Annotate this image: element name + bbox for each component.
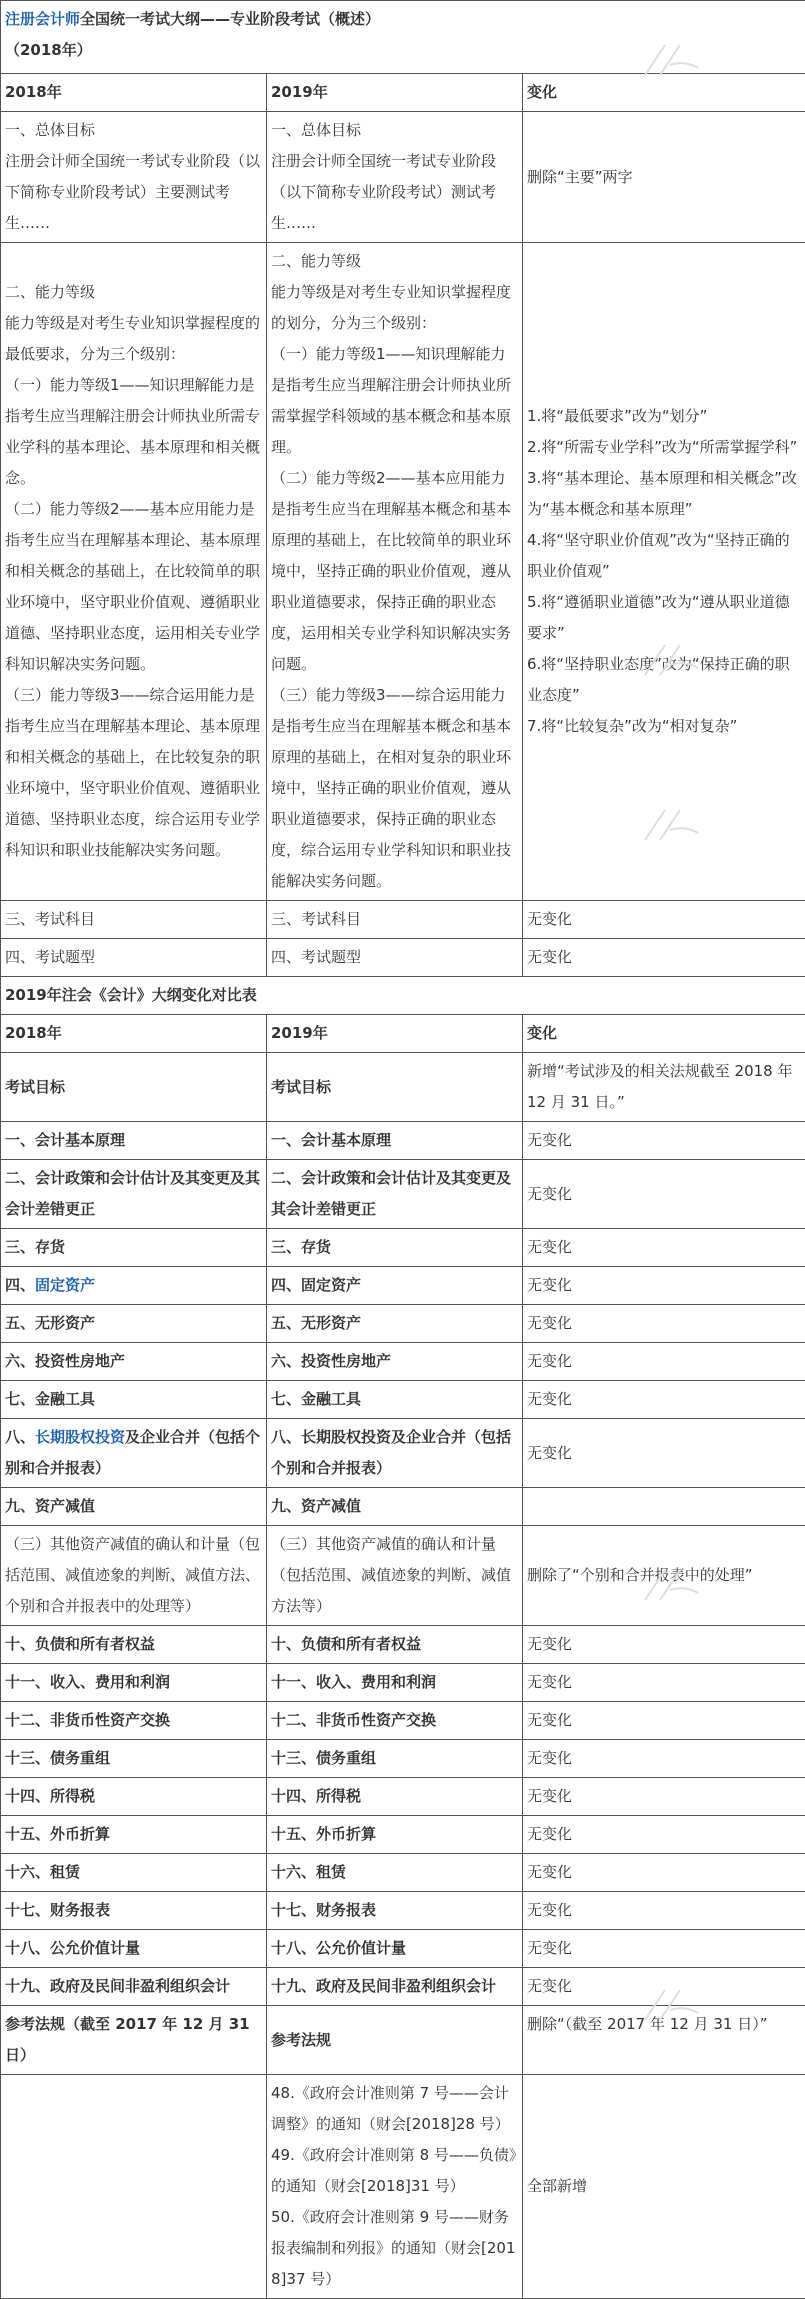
cell-change: 无变化 (523, 1343, 805, 1381)
table-row (1, 1778, 805, 1816)
table-row (1, 939, 805, 977)
table-row (1, 1381, 805, 1419)
table-row (1, 1305, 805, 1343)
cell-2018: 六、投资性房地产 (1, 1343, 267, 1381)
title-text: 全国统一考试大纲——专业阶段考试（概述） (80, 10, 380, 28)
cell-change: 无变化 (523, 1160, 805, 1229)
cell-change: 无变化 (523, 1778, 805, 1816)
title-year: （2018年） (5, 41, 92, 59)
cell-2018: 十五、外币折算 (1, 1816, 267, 1854)
cell-line: （三）能力等级3——综合运用能力是指考生应当在理解基本概念和基本原理的基础上，在相对复杂的职业环境中，坚持正确的职业价值观，遵从职业道德要求，保持正确的职业态度，综合运用专业学科知识和职业技能解决实务问题。 (271, 680, 518, 897)
cell-change: 无变化 (523, 1930, 805, 1968)
table-row (1, 1229, 805, 1267)
cell-2019: 二、会计政策和会计估计及其变更及其会计差错更正 (267, 1160, 523, 1229)
cell-2018 (1, 1419, 267, 1488)
cell-line: （二）能力等级2——基本应用能力是指考生应当在理解基本概念和基本原理的基础上，在比较简单的职业环境中，坚持正确的职业价值观，遵从职业道德要求，保持正确的职业态度，运用相关专业学科知识解决实务问题。 (271, 463, 518, 680)
table-row (1, 1930, 805, 1968)
cell-2019: 十一、收入、费用和利润 (267, 1664, 523, 1702)
section-title: 2019年注会《会计》大纲变化对比表 (1, 977, 805, 1015)
cell-2019: （三）其他资产减值的确认和计量（包括范围、减值迹象的判断、减值方法等） (267, 1526, 523, 1626)
cell-prefix: 四、 (5, 1276, 35, 1294)
column-header: 2018年 (1, 1015, 267, 1053)
cell-prefix: 八、 (5, 1428, 35, 1446)
cell-2018: 十一、收入、费用和利润 (1, 1664, 267, 1702)
cell-2019: 十八、公允价值计量 (267, 1930, 523, 1968)
cell-change: 无变化 (523, 1664, 805, 1702)
cell-2018: 十六、租赁 (1, 1854, 267, 1892)
cell-line: 删除“主要”两字 (527, 162, 801, 193)
table-row (1, 1419, 805, 1488)
table-row (1, 1626, 805, 1664)
table-row (1, 1267, 805, 1305)
cell-2018: 三、考试科目 (1, 901, 267, 939)
table-row (1, 1968, 805, 2006)
cell-2019: 考试目标 (267, 1053, 523, 1122)
column-header: 2019年 (267, 1015, 523, 1053)
table-row (1, 2006, 805, 2075)
cell-change: 无变化 (523, 939, 805, 977)
cell-2018: 四、考试题型 (1, 939, 267, 977)
table-row (1, 1664, 805, 1702)
table-row (1, 1740, 805, 1778)
cell-change: 无变化 (523, 901, 805, 939)
cell-2018 (1, 2075, 267, 2299)
table-row (1, 1816, 805, 1854)
cell-2019: 十五、外币折算 (267, 1816, 523, 1854)
cell-line: 49.《政府会计准则第 8 号——负债》的通知（财会[2018]31 号） (271, 2140, 518, 2202)
cell-2019 (267, 243, 523, 901)
cell-line: （一）能力等级1——知识理解能力是指考生应当理解注册会计师执业所需专业学科的基本理论、基本原理和相关概念。 (5, 370, 262, 494)
cell-2018: 十、负债和所有者权益 (1, 1626, 267, 1664)
table-row (1, 1122, 805, 1160)
long-term-equity-link[interactable]: 长期股权投资 (35, 1428, 125, 1446)
table-row (1, 112, 805, 243)
cell-2018: 二、会计政策和会计估计及其变更及其会计差错更正 (1, 1160, 267, 1229)
cell-2019: 十二、非货币性资产交换 (267, 1702, 523, 1740)
table-row (1, 1488, 805, 1526)
cell-change: 无变化 (523, 1267, 805, 1305)
column-header: 2019年 (267, 74, 523, 112)
cell-change: 无变化 (523, 1854, 805, 1892)
cell-2019: 四、固定资产 (267, 1267, 523, 1305)
cell-line: 2.将“所需专业学科”改为“所需掌握学科” (527, 432, 801, 463)
cell-line: （一）能力等级1——知识理解能力是指考生应当理解注册会计师执业所需掌握学科领域的基本概念和基本原理。 (271, 339, 518, 463)
table-row (1, 1526, 805, 1626)
cell-2018: 五、无形资产 (1, 1305, 267, 1343)
cell-2018: 三、存货 (1, 1229, 267, 1267)
cell-2019: 四、考试题型 (267, 939, 523, 977)
cell-2018: 十八、公允价值计量 (1, 1930, 267, 1968)
cell-line: 1.将“最低要求”改为“划分” (527, 401, 801, 432)
cell-2018: 参考法规（截至 2017 年 12 月 31 日） (1, 2006, 267, 2075)
cell-change: 无变化 (523, 1305, 805, 1343)
cell-change: 新增“考试涉及的相关法规截至 2018 年 12 月 31 日。” (523, 1053, 805, 1122)
cell-change: 无变化 (523, 1702, 805, 1740)
cell-2018 (1, 112, 267, 243)
section2-title-row (1, 977, 805, 1015)
cell-2019: 十七、财务报表 (267, 1892, 523, 1930)
cell-2018: 一、会计基本原理 (1, 1122, 267, 1160)
cell-change (523, 1488, 805, 1526)
cell-line: 5.将“遵循职业道德”改为“遵从职业道德要求” (527, 587, 801, 649)
cell-2018: 七、金融工具 (1, 1381, 267, 1419)
cell-2019 (267, 112, 523, 243)
cell-2019: 十、负债和所有者权益 (267, 1626, 523, 1664)
cell-line: 注册会计师全国统一考试专业阶段（以下简称专业阶段考试）主要测试考生…… (5, 146, 262, 239)
cell-line: 一、总体目标 (271, 115, 518, 146)
cell-line: （三）能力等级3——综合运用能力是指考生应当在理解基本理论、基本原理和相关概念的基础上，在比较复杂的职业环境中，坚守职业价值观、遵循职业道德、坚持职业态度，综合运用专业学科知识和职业技能解决实务问题。 (5, 680, 262, 866)
cell-change (523, 112, 805, 243)
cell-2018: 十四、所得税 (1, 1778, 267, 1816)
cell-suffix: 及企业合并（包括个别和合并报表） (5, 1428, 260, 1477)
cell-2018 (1, 1267, 267, 1305)
cell-2019: 五、无形资产 (267, 1305, 523, 1343)
cell-line: 能力等级是对考生专业知识掌握程度的最低要求，分为三个级别： (5, 308, 262, 370)
cell-2019: 参考法规 (267, 2006, 523, 2075)
cell-change: 无变化 (523, 1892, 805, 1930)
cell-2018: 十三、债务重组 (1, 1740, 267, 1778)
cell-2018: 九、资产减值 (1, 1488, 267, 1526)
cell-change: 无变化 (523, 1229, 805, 1267)
cell-2018: （三）其他资产减值的确认和计量（包括范围、减值迹象的判断、减值方法、个别和合并报表中的处理等） (1, 1526, 267, 1626)
cell-2019: 十六、租赁 (267, 1854, 523, 1892)
column-header: 2018年 (1, 74, 267, 112)
cell-line: 二、能力等级 (5, 277, 262, 308)
table-row (1, 1343, 805, 1381)
cell-change: 无变化 (523, 1816, 805, 1854)
cell-line: 50.《政府会计准则第 9 号——财务报表编制和列报》的通知（财会[2018]37 号） (271, 2202, 518, 2295)
column-header: 变化 (523, 1015, 805, 1053)
cell-line: 二、能力等级 (271, 246, 518, 277)
cell-2019: 六、投资性房地产 (267, 1343, 523, 1381)
cell-line: 7.将“比较复杂”改为“相对复杂” (527, 711, 801, 742)
cell-change: 无变化 (523, 1381, 805, 1419)
cell-2018: 十七、财务报表 (1, 1892, 267, 1930)
cell-2019: 七、金融工具 (267, 1381, 523, 1419)
cell-change: 无变化 (523, 1740, 805, 1778)
title-row (1, 1, 805, 74)
cell-2018 (1, 243, 267, 901)
cell-2019: 八、长期股权投资及企业合并（包括个别和合并报表） (267, 1419, 523, 1488)
section2-header-row (1, 1015, 805, 1053)
table-row (1, 2075, 805, 2299)
cell-change: 无变化 (523, 1626, 805, 1664)
cell-change: 全部新增 (523, 2075, 805, 2299)
cell-change: 删除了“个别和合并报表中的处理” (523, 1526, 805, 1626)
table-row (1, 1053, 805, 1122)
table-row (1, 1160, 805, 1229)
section1-header-row (1, 74, 805, 112)
page-title (1, 1, 805, 74)
table-row (1, 243, 805, 901)
cell-2019: 十九、政府及民间非盈利组织会计 (267, 1968, 523, 2006)
cell-change: 无变化 (523, 1968, 805, 2006)
cell-change: 无变化 (523, 1122, 805, 1160)
cell-2018: 十二、非货币性资产交换 (1, 1702, 267, 1740)
column-header: 变化 (523, 74, 805, 112)
cell-line: 4.将“坚守职业价值观”改为“坚持正确的职业价值观” (527, 525, 801, 587)
table-row (1, 901, 805, 939)
cell-change: 删除“（截至 2017 年 12 月 31 日）” (523, 2006, 805, 2075)
cell-line: 一、总体目标 (5, 115, 262, 146)
table-row (1, 1702, 805, 1740)
cell-2019: 三、存货 (267, 1229, 523, 1267)
cell-2019: 一、会计基本原理 (267, 1122, 523, 1160)
cell-2019: 三、考试科目 (267, 901, 523, 939)
cell-2018: 考试目标 (1, 1053, 267, 1122)
fixed-assets-link[interactable]: 固定资产 (35, 1276, 95, 1294)
table-row (1, 1892, 805, 1930)
cell-line: 注册会计师全国统一考试专业阶段（以下简称专业阶段考试）测试考生…… (271, 146, 518, 239)
cell-2019: 十四、所得税 (267, 1778, 523, 1816)
cell-line: （二）能力等级2——基本应用能力是指考生应当在理解基本理论、基本原理和相关概念的基础上，在比较简单的职业环境中，坚守职业价值观、遵循职业道德、坚持职业态度，运用相关专业学科知识解决实务问题。 (5, 494, 262, 680)
cell-2019: 九、资产减值 (267, 1488, 523, 1526)
cpa-link[interactable]: 注册会计师 (5, 10, 80, 28)
cell-change (523, 243, 805, 901)
cell-2019: 十三、债务重组 (267, 1740, 523, 1778)
cell-2019 (267, 2075, 523, 2299)
cell-line: 能力等级是对考生专业知识掌握程度的划分，分为三个级别： (271, 277, 518, 339)
cell-2018: 十九、政府及民间非盈利组织会计 (1, 1968, 267, 2006)
cell-line: 3.将“基本理论、基本原理和相关概念”改为“基本概念和基本原理” (527, 463, 801, 525)
cell-line: 48.《政府会计准则第 7 号——会计调整》的通知（财会[2018]28 号） (271, 2078, 518, 2140)
cell-change: 无变化 (523, 1419, 805, 1488)
cell-line: 6.将“坚持职业态度”改为“保持正确的职业态度” (527, 649, 801, 711)
table-row (1, 1854, 805, 1892)
